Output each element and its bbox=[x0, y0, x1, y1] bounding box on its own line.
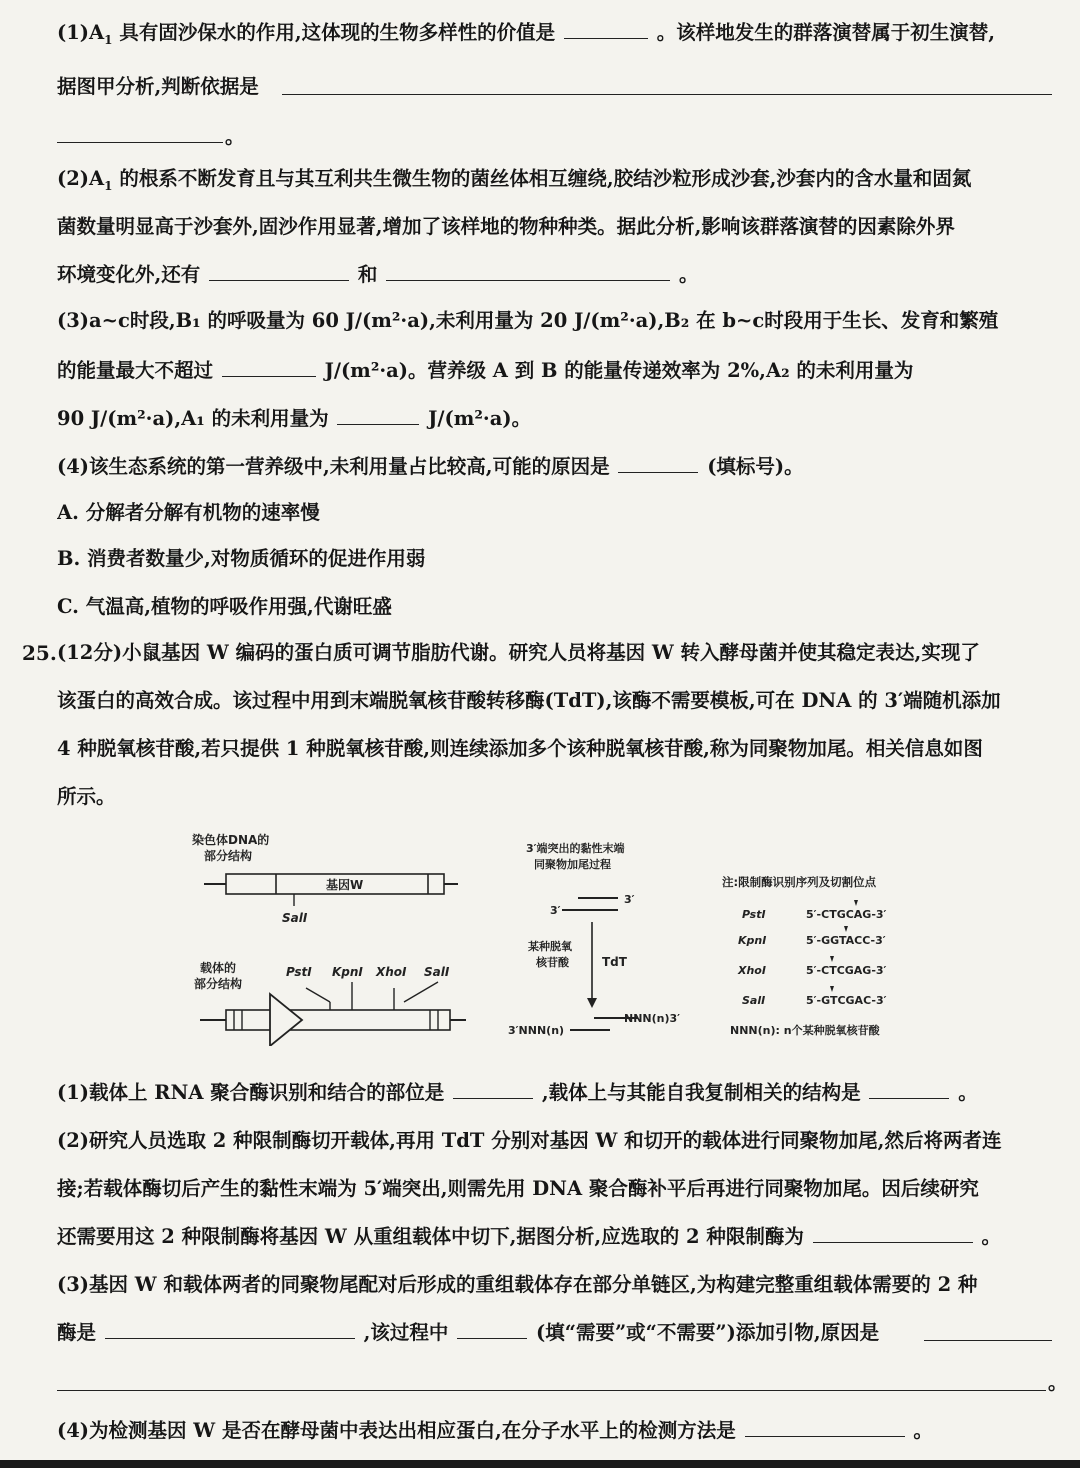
sal-site-label: SalⅠ bbox=[282, 911, 308, 925]
text: 。 bbox=[1048, 1371, 1068, 1394]
text: ,载体上与其能自我复制相关的结构是 bbox=[541, 1081, 861, 1104]
text: (填“需要”或“不需要”)添加引物,原因是 bbox=[536, 1321, 880, 1344]
vector-label-1: 载体的 bbox=[200, 961, 237, 975]
text: 。该样地发生的群落演替属于初生演替, bbox=[656, 21, 995, 44]
three-prime-left: 3′ bbox=[550, 904, 561, 917]
q24-part3-line2 bbox=[57, 356, 1056, 386]
text: 还需要用这 2 种限制酶将基因 W 从重组载体中切下,据图分析,应选取的 2 种限制酶为 bbox=[57, 1225, 804, 1248]
option-b bbox=[57, 544, 1056, 574]
seq-pst: 5′-CTGCAG-3′ bbox=[806, 908, 887, 921]
text: 。 bbox=[913, 1419, 933, 1442]
answer-blank[interactable] bbox=[57, 122, 223, 143]
q24-part1-line3 bbox=[57, 122, 1056, 152]
answer-blank[interactable] bbox=[337, 404, 419, 425]
answer-blank[interactable] bbox=[564, 18, 648, 39]
text: 据图甲分析,判断依据是 bbox=[57, 75, 259, 98]
chrom-label-1: 染色体DNA的 bbox=[192, 833, 270, 847]
answer-blank[interactable] bbox=[105, 1318, 355, 1339]
nnn-left-label: 3′NNN(n) bbox=[508, 1024, 565, 1037]
text: 。 bbox=[679, 263, 699, 286]
text: (1)A bbox=[57, 21, 105, 44]
q24-part2-line2 bbox=[57, 212, 1056, 242]
nucleotide-label-1: 某种脱氧 bbox=[528, 940, 572, 953]
three-prime-top: 3′ bbox=[624, 893, 635, 906]
answer-blank[interactable] bbox=[618, 452, 698, 473]
tail-title-1: 3′端突出的黏性末端 bbox=[526, 842, 625, 855]
text: 的根系不断发育且与其互利共生微生物的菌丝体相互缠绕,胶结沙粒形成沙套,沙套内的含水量和固氮 bbox=[119, 167, 972, 190]
q25-part2-line2 bbox=[57, 1174, 1056, 1204]
q25-intro-line4 bbox=[57, 782, 1056, 812]
q25-part3-line2 bbox=[57, 1318, 1056, 1348]
q24-part2-line3 bbox=[57, 260, 1056, 290]
text: C. 气温高,植物的呼吸作用强,代谢旺盛 bbox=[57, 595, 392, 618]
text: 90 J/(m²·a),A₁ 的未利用量为 bbox=[57, 407, 329, 430]
q25-part4 bbox=[57, 1416, 1056, 1446]
q24-part1-line1: $(1)A_1$ 具有固沙保水的作用,这体现的生物多样性的价值是 。该样地发生的群落演替属于初生演替, bbox=[57, 18, 1056, 55]
text: 和 bbox=[357, 263, 378, 286]
seq-sal: 5′-GTCGAC-3′ bbox=[806, 994, 887, 1007]
seq-sal-name: SalⅠ bbox=[742, 994, 766, 1007]
chrom-label-2: 部分结构 bbox=[204, 849, 253, 863]
nnn-right-label: NNN(n)3′ bbox=[624, 1012, 681, 1025]
vector-label-2: 部分结构 bbox=[194, 977, 243, 991]
text: 该蛋白的高效合成。该过程中用到末端脱氧核苷酸转移酶(TdT),该酶不需要模板,可在 DNA 的 3′端随机添加 bbox=[57, 689, 1001, 712]
answer-blank[interactable] bbox=[386, 260, 670, 281]
text: (4)为检测基因 W 是否在酵母菌中表达出相应蛋白,在分子水平上的检测方法是 bbox=[57, 1419, 736, 1442]
text: (2)A bbox=[57, 167, 105, 190]
text: 所示。 bbox=[57, 785, 116, 808]
answer-blank[interactable] bbox=[869, 1078, 949, 1099]
option-a bbox=[57, 498, 1056, 528]
vector-structure bbox=[200, 982, 466, 1046]
text: 。 bbox=[958, 1081, 978, 1104]
q25-part3-line3-end bbox=[1048, 1368, 1070, 1398]
text: (3)基因 W 和载体两者的同聚物尾配对后形成的重组载体存在部分单链区,为构建完整重组载体需要的 2 种 bbox=[57, 1273, 978, 1296]
text: ,该过程中 bbox=[363, 1321, 449, 1344]
xho-site-label: XhoⅠ bbox=[376, 965, 407, 979]
text: 4 种脱氧核苷酸,若只提供 1 种脱氧核苷酸,则连续添加多个该种脱氧核苷酸,称为同聚物加尾。相关信息如图 bbox=[57, 737, 983, 760]
text: 。 bbox=[225, 125, 245, 148]
seq-pst-name: PstⅠ bbox=[742, 908, 766, 921]
seq-kpn-name: KpnⅠ bbox=[738, 934, 767, 947]
note-title: 注:限制酶识别序列及切割位点 bbox=[722, 875, 877, 889]
text: B. 消费者数量少,对物质循环的促进作用弱 bbox=[57, 547, 426, 570]
q24-part3-line1 bbox=[57, 306, 1056, 336]
tail-title-2: 同聚物加尾过程 bbox=[534, 858, 611, 871]
q24-part1-line2 bbox=[57, 72, 1056, 102]
q25-intro-line2 bbox=[57, 686, 1056, 716]
text: (2)研究人员选取 2 种限制酶切开载体,再用 TdT 分别对基因 W 和切开的载体进行同聚物加尾,然后将两者连 bbox=[57, 1129, 1002, 1152]
q25-intro-line3 bbox=[57, 734, 1056, 764]
nucleotide-label-2: 核苷酸 bbox=[536, 956, 569, 969]
answer-blank[interactable] bbox=[282, 94, 1052, 95]
answer-blank[interactable] bbox=[457, 1318, 527, 1339]
figure-diagram bbox=[190, 826, 930, 1046]
text: 菌数量明显高于沙套外,固沙作用显著,增加了该样地的物种种类。据此分析,影响该群落演替的因素除外界 bbox=[57, 215, 955, 238]
text: J/(m²·a)。 bbox=[428, 407, 532, 430]
text: 具有固沙保水的作用,这体现的生物多样性的价值是 bbox=[119, 21, 556, 44]
q25-intro-line1 bbox=[57, 638, 1056, 668]
tdt-label: TdT bbox=[602, 955, 627, 969]
seq-xho: 5′-CTCGAG-3′ bbox=[806, 964, 887, 977]
text: (3)a~c时段,B₁ 的呼吸量为 60 J/(m²·a),未利用量为 20 J/(m²·a),B₂ 在 b~c时段用于生长、发育和繁殖 bbox=[57, 309, 999, 332]
answer-blank[interactable] bbox=[924, 1340, 1052, 1341]
text: (12分)小鼠基因 W 编码的蛋白质可调节脂肪代谢。研究人员将基因 W 转入酵母菌并使其稳定表达,实现了 bbox=[57, 641, 980, 664]
q25-part2-line1 bbox=[57, 1126, 1056, 1156]
answer-blank[interactable] bbox=[57, 1390, 1046, 1391]
text: (4)该生态系统的第一营养级中,未利用量占比较高,可能的原因是 bbox=[57, 455, 610, 478]
seq-kpn: 5′-GGTACC-3′ bbox=[806, 934, 886, 947]
text: 。 bbox=[981, 1225, 1001, 1248]
answer-blank[interactable] bbox=[453, 1078, 533, 1099]
page-bottom-border bbox=[0, 1460, 1080, 1468]
q24-part2-line1: $(2)A_1$ 的根系不断发育且与其互利共生微生物的菌丝体相互缠绕,胶结沙粒形成沙套,沙套内的含水量和固氮 bbox=[57, 167, 972, 193]
seq-xho-name: XhoⅠ bbox=[738, 964, 766, 977]
q24-part4 bbox=[57, 452, 1056, 482]
q25-part1 bbox=[57, 1078, 1056, 1108]
answer-blank[interactable] bbox=[209, 260, 349, 281]
text: A. 分解者分解有机物的速率慢 bbox=[57, 501, 320, 524]
text: 的能量最大不超过 bbox=[57, 359, 214, 382]
question-number: 25. bbox=[22, 641, 57, 665]
kpn-site-label: KpnⅠ bbox=[332, 965, 363, 979]
text: J/(m²·a)。营养级 A 到 B 的能量传递效率为 2%,A₂ 的未利用量为 bbox=[324, 359, 914, 382]
answer-blank[interactable] bbox=[813, 1222, 973, 1243]
text: (填标号)。 bbox=[707, 455, 804, 478]
pst-site-label: PstⅠ bbox=[286, 965, 312, 979]
q24-part3-line3 bbox=[57, 404, 1056, 434]
sal-site-label-2: SalⅠ bbox=[424, 965, 450, 979]
text: 接;若载体酶切后产生的黏性末端为 5′端突出,则需先用 DNA 聚合酶补平后再进行同聚物加尾。因后续研究 bbox=[57, 1177, 979, 1200]
option-c bbox=[57, 592, 1056, 622]
nnn-note: NNN(n): n个某种脱氧核苷酸 bbox=[730, 1024, 880, 1037]
answer-blank[interactable] bbox=[745, 1416, 905, 1437]
gene-w-label: 基因W bbox=[326, 878, 364, 892]
q25-part2-line3 bbox=[57, 1222, 1056, 1252]
text: 环境变化外,还有 bbox=[57, 263, 201, 286]
q25-part3-line1 bbox=[57, 1270, 1056, 1300]
answer-blank[interactable] bbox=[222, 356, 316, 377]
text: 酶是 bbox=[57, 1321, 97, 1344]
text: (1)载体上 RNA 聚合酶识别和结合的部位是 bbox=[57, 1081, 445, 1104]
